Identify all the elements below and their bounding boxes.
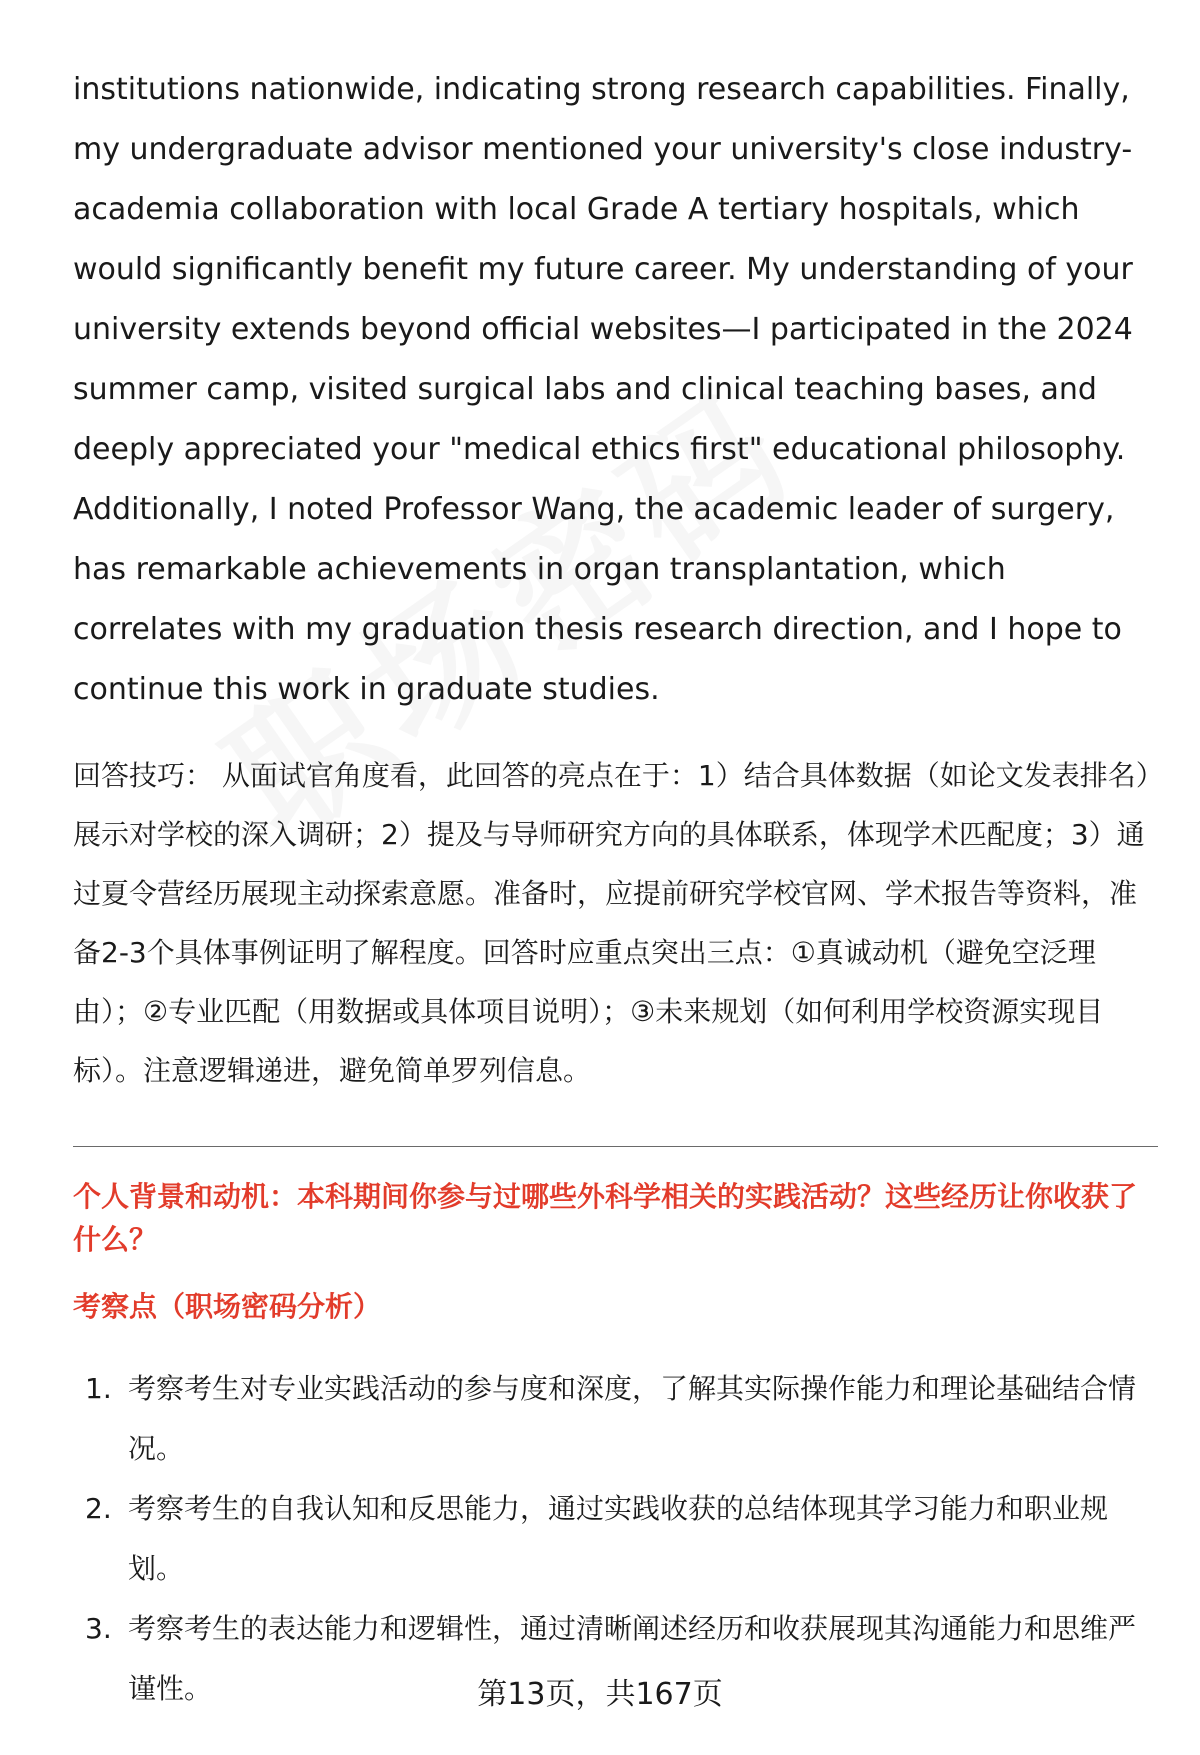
list-item-text: 考察考生的自我认知和反思能力，通过实践收获的总结体现其学习能力和职业规划。: [128, 1492, 1109, 1585]
assessment-points-list: [73, 1359, 1158, 1719]
section-divider: [73, 1146, 1158, 1147]
list-item-number: 1.: [85, 1372, 112, 1405]
page-content: [73, 60, 1158, 1719]
list-item-number: 2.: [85, 1492, 112, 1525]
answer-tips-paragraph: 回答技巧： 从面试官角度看，此回答的亮点在于：1）结合具体数据（如论文发表排名）展示对学校的深入调研；2）提及与导师研究方向的具体联系，体现学术匹配度；3）通过夏令营经历展现主动探索意愿。准备时，应提前研究学校官网、学术报告等资料，准备2-3个具体事例证明了解程度。回答时应重点突出三点：①真诚动机（避免空泛理由）；②专业匹配（用数据或具体项目说明）；③未来规划（如何利用学校资源实现目标）。注意逻辑递进，避免简单罗列信息。: [73, 759, 1150, 1087]
list-item-number: 3.: [85, 1612, 112, 1645]
list-item-text: 考察考生的表达能力和逻辑性，通过清晰阐述经历和收获展现其沟通能力和思维严谨性。: [128, 1612, 1137, 1705]
list-item: [73, 1359, 1158, 1479]
english-answer-paragraph: institutions nationwide, indicating strong research capabilities. Finally, my undergraduate advisor mentioned your university's close industry-academia collaboration with local Grade A tertiary hospitals, which would significantly benefit my future career. My understanding of your university extends beyond official websites—I participated in the 2024 summer camp, visited surgical labs and clinical teaching bases, and deeply appreciated your "medical ethics first" educational philosophy. Additionally, I noted Professor Wang, the academic leader of surgery, has remarkable achievements in organ transplantation, which correlates with my graduation thesis research direction, and I hope to continue this work in graduate studies.: [73, 72, 1133, 707]
assessment-points-heading: 考察点（职场密码分析）: [73, 1290, 382, 1323]
question-heading: 个人背景和动机：本科期间你参与过哪些外科学相关的实践活动？这些经历让你收获了什么？: [73, 1180, 1138, 1256]
list-item-text: 考察考生对专业实践活动的参与度和深度，了解其实际操作能力和理论基础结合情况。: [128, 1372, 1137, 1465]
page-number: 第13页，共167页: [477, 1677, 723, 1712]
list-item: [73, 1479, 1158, 1599]
